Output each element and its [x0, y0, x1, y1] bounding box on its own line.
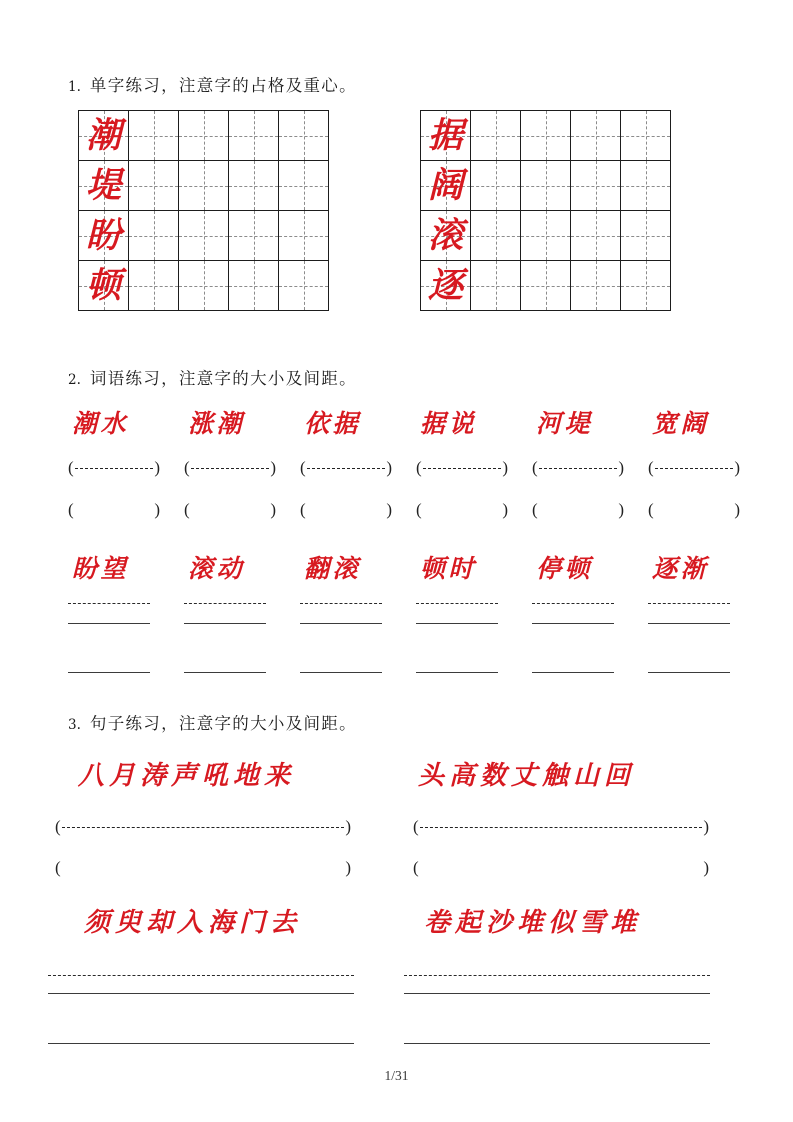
sentence-guide-dotted[interactable] — [413, 818, 709, 835]
sentence-2-right: 卷起沙堆似雪堆 — [424, 908, 642, 938]
paren-close: ) — [345, 858, 351, 877]
sentence-guide-dotted[interactable] — [55, 818, 351, 835]
paren-open: ( — [300, 500, 306, 519]
grid-cell-blank[interactable] — [571, 111, 621, 161]
grid-row — [421, 111, 671, 161]
word-row-2 — [68, 556, 764, 581]
grid-cell-blank[interactable] — [621, 261, 671, 311]
grid-cell-blank[interactable] — [471, 161, 521, 211]
grid-cell-blank[interactable] — [521, 261, 571, 311]
grid-cell-model[interactable] — [421, 111, 471, 161]
writing-line-solid[interactable] — [48, 1043, 354, 1044]
word-term: 依据 — [304, 409, 362, 438]
pinyin-guide-empty[interactable] — [416, 500, 508, 520]
word-term: 涨潮 — [188, 409, 246, 438]
word-column — [68, 411, 184, 436]
grid-cell-blank[interactable] — [621, 211, 671, 261]
paren-close: ) — [154, 500, 160, 519]
paren-close: ) — [703, 817, 709, 836]
paren-open: ( — [413, 858, 419, 877]
grid-cell-model[interactable] — [79, 111, 129, 161]
paren-open: ( — [55, 858, 61, 877]
paren-open: ( — [648, 458, 654, 477]
pinyin-guide-dotted[interactable] — [648, 459, 740, 476]
grid-cell-blank[interactable] — [179, 161, 229, 211]
word-column — [300, 556, 416, 581]
paren-open: ( — [416, 458, 422, 477]
word-term: 河堤 — [536, 409, 594, 438]
model-character: 阔 — [427, 165, 463, 206]
paren-close: ) — [386, 500, 392, 519]
section-1-heading — [68, 72, 357, 96]
character-grid-right — [420, 110, 671, 311]
model-character: 据 — [427, 115, 463, 156]
grid-cell-blank[interactable] — [621, 161, 671, 211]
paren-open: ( — [68, 500, 74, 519]
paren-close: ) — [386, 458, 392, 477]
grid-cell-blank[interactable] — [179, 111, 229, 161]
writing-line-solid[interactable] — [184, 623, 266, 624]
section-2-heading — [68, 365, 357, 389]
grid-cell-blank[interactable] — [471, 111, 521, 161]
writing-guide-dashed — [184, 603, 266, 604]
writing-guide-dashed — [300, 603, 382, 604]
sentence-guide-empty[interactable] — [413, 858, 709, 878]
paren-close: ) — [618, 500, 624, 519]
paren-close: ) — [734, 458, 740, 477]
section-3-heading — [68, 710, 357, 734]
grid-row — [421, 161, 671, 211]
grid-cell-blank[interactable] — [129, 161, 179, 211]
grid-cell-blank[interactable] — [571, 161, 621, 211]
writing-line-solid[interactable] — [184, 672, 266, 673]
grid-cell-blank[interactable] — [279, 211, 329, 261]
writing-guide-dashed — [48, 975, 354, 976]
paren-open: ( — [184, 500, 190, 519]
writing-line-solid[interactable] — [48, 993, 354, 994]
grid-cell-blank[interactable] — [471, 211, 521, 261]
word-column — [416, 556, 532, 581]
section-2-number: 2. — [68, 372, 81, 388]
grid-cell-blank[interactable] — [129, 111, 179, 161]
word-column — [648, 411, 764, 436]
paren-close: ) — [345, 817, 351, 836]
sentence-1-left: 八月涛声吼地来 — [78, 761, 296, 791]
paren-close: ) — [502, 458, 508, 477]
word-column — [532, 556, 648, 581]
word-term: 顿时 — [420, 554, 478, 583]
dotted-guide-line — [191, 468, 270, 469]
paren-open: ( — [413, 817, 419, 836]
paren-open: ( — [68, 458, 74, 477]
paren-open: ( — [648, 500, 654, 519]
pinyin-guide-dotted[interactable] — [68, 459, 160, 476]
grid-cell-blank[interactable] — [229, 161, 279, 211]
paren-close: ) — [502, 500, 508, 519]
paren-open: ( — [55, 817, 61, 836]
word-term: 滚动 — [188, 554, 246, 583]
writing-line-solid[interactable] — [648, 623, 730, 624]
word-term: 盼望 — [72, 554, 130, 583]
word-column — [184, 411, 300, 436]
grid-cell-blank[interactable] — [279, 261, 329, 311]
grid-cell-blank[interactable] — [229, 111, 279, 161]
section-3-title: 句子练习，注意字的大小及间距。 — [89, 714, 357, 733]
grid-cell-blank[interactable] — [521, 111, 571, 161]
grid-cell-model[interactable] — [421, 261, 471, 311]
writing-guide-dashed — [416, 603, 498, 604]
writing-line-solid[interactable] — [300, 623, 382, 624]
grid-cell-blank[interactable] — [129, 211, 179, 261]
section-3-number: 3. — [68, 717, 81, 733]
pinyin-guide-dotted[interactable] — [532, 459, 624, 476]
writing-line-solid[interactable] — [416, 672, 498, 673]
paren-open: ( — [532, 500, 538, 519]
writing-line-solid[interactable] — [300, 672, 382, 673]
pinyin-guide-dotted[interactable] — [300, 459, 392, 476]
grid-cell-blank[interactable] — [129, 261, 179, 311]
dotted-guide-line — [420, 827, 703, 828]
pinyin-guide-empty[interactable] — [648, 500, 740, 520]
model-character: 逐 — [427, 265, 463, 306]
word-column — [184, 556, 300, 581]
model-character: 盼 — [85, 215, 121, 256]
paren-close: ) — [703, 858, 709, 877]
writing-line-solid[interactable] — [532, 672, 614, 673]
paren-open: ( — [416, 500, 422, 519]
grid-cell-blank[interactable] — [621, 111, 671, 161]
writing-guide-dashed — [532, 603, 614, 604]
pinyin-guide-empty[interactable] — [532, 500, 624, 520]
grid-cell-blank[interactable] — [471, 261, 521, 311]
word-column — [648, 556, 764, 581]
model-character: 堤 — [85, 165, 121, 206]
paren-open: ( — [300, 458, 306, 477]
pinyin-guide-dotted[interactable] — [184, 459, 276, 476]
dotted-guide-line — [539, 468, 618, 469]
grid-cell-blank[interactable] — [229, 261, 279, 311]
writing-line-solid[interactable] — [404, 993, 710, 994]
writing-line-solid[interactable] — [68, 672, 150, 673]
writing-line-solid[interactable] — [648, 672, 730, 673]
dotted-guide-line — [62, 827, 345, 828]
paren-open: ( — [532, 458, 538, 477]
pinyin-guide-empty[interactable] — [184, 500, 276, 520]
dotted-guide-line — [307, 468, 386, 469]
grid-row — [79, 211, 329, 261]
sentence-2-left: 须臾却入海门去 — [84, 908, 302, 938]
grid-row — [79, 261, 329, 311]
word-column — [532, 411, 648, 436]
grid-row — [79, 161, 329, 211]
word-term: 停顿 — [536, 554, 594, 583]
pinyin-guide-empty[interactable] — [300, 500, 392, 520]
paren-close: ) — [270, 500, 276, 519]
writing-guide-dashed — [404, 975, 710, 976]
word-column — [300, 411, 416, 436]
section-2-title: 词语练习，注意字的大小及间距。 — [89, 369, 357, 388]
word-column — [68, 556, 184, 581]
writing-line-solid[interactable] — [68, 623, 150, 624]
sentence-1-right: 头高数丈触山回 — [418, 761, 636, 791]
grid-cell-blank[interactable] — [571, 261, 621, 311]
grid-cell-blank[interactable] — [279, 111, 329, 161]
writing-guide-dashed — [648, 603, 730, 604]
section-1-number: 1. — [68, 79, 81, 95]
word-term: 据说 — [420, 409, 478, 438]
word-column — [416, 411, 532, 436]
dotted-guide-line — [423, 468, 502, 469]
dotted-guide-line — [75, 468, 154, 469]
grid-row — [421, 211, 671, 261]
word-term: 宽阔 — [652, 409, 710, 438]
dotted-guide-line — [655, 468, 734, 469]
writing-guide-dashed — [68, 603, 150, 604]
grid-row — [79, 111, 329, 161]
sentence-guide-empty[interactable] — [55, 858, 351, 878]
character-grid-left — [78, 110, 329, 311]
grid-cell-model[interactable] — [79, 211, 129, 261]
grid-cell-blank[interactable] — [179, 211, 229, 261]
grid-cell-model[interactable] — [79, 161, 129, 211]
writing-line-solid[interactable] — [532, 623, 614, 624]
grid-cell-blank[interactable] — [521, 161, 571, 211]
grid-cell-blank[interactable] — [521, 211, 571, 261]
paren-close: ) — [154, 458, 160, 477]
grid-cell-blank[interactable] — [279, 161, 329, 211]
word-term: 逐渐 — [652, 554, 710, 583]
grid-cell-blank[interactable] — [229, 211, 279, 261]
grid-cell-model[interactable] — [79, 261, 129, 311]
grid-cell-blank[interactable] — [571, 211, 621, 261]
grid-cell-model[interactable] — [421, 161, 471, 211]
grid-cell-blank[interactable] — [179, 261, 229, 311]
model-character: 滚 — [427, 215, 463, 256]
grid-row — [421, 261, 671, 311]
model-character: 潮 — [85, 115, 121, 156]
pinyin-guide-dotted[interactable] — [416, 459, 508, 476]
grid-cell-model[interactable] — [421, 211, 471, 261]
paren-close: ) — [734, 500, 740, 519]
word-row-1 — [68, 411, 764, 436]
paren-open: ( — [184, 458, 190, 477]
paren-close: ) — [270, 458, 276, 477]
paren-close: ) — [618, 458, 624, 477]
pinyin-guide-empty[interactable] — [68, 500, 160, 520]
writing-line-solid[interactable] — [404, 1043, 710, 1044]
model-character: 顿 — [85, 265, 121, 306]
section-1-title: 单字练习，注意字的占格及重心。 — [89, 76, 357, 95]
page-number: 1/31 — [384, 1068, 409, 1083]
word-term: 翻滚 — [304, 554, 362, 583]
word-term: 潮水 — [72, 409, 130, 438]
writing-line-solid[interactable] — [416, 623, 498, 624]
